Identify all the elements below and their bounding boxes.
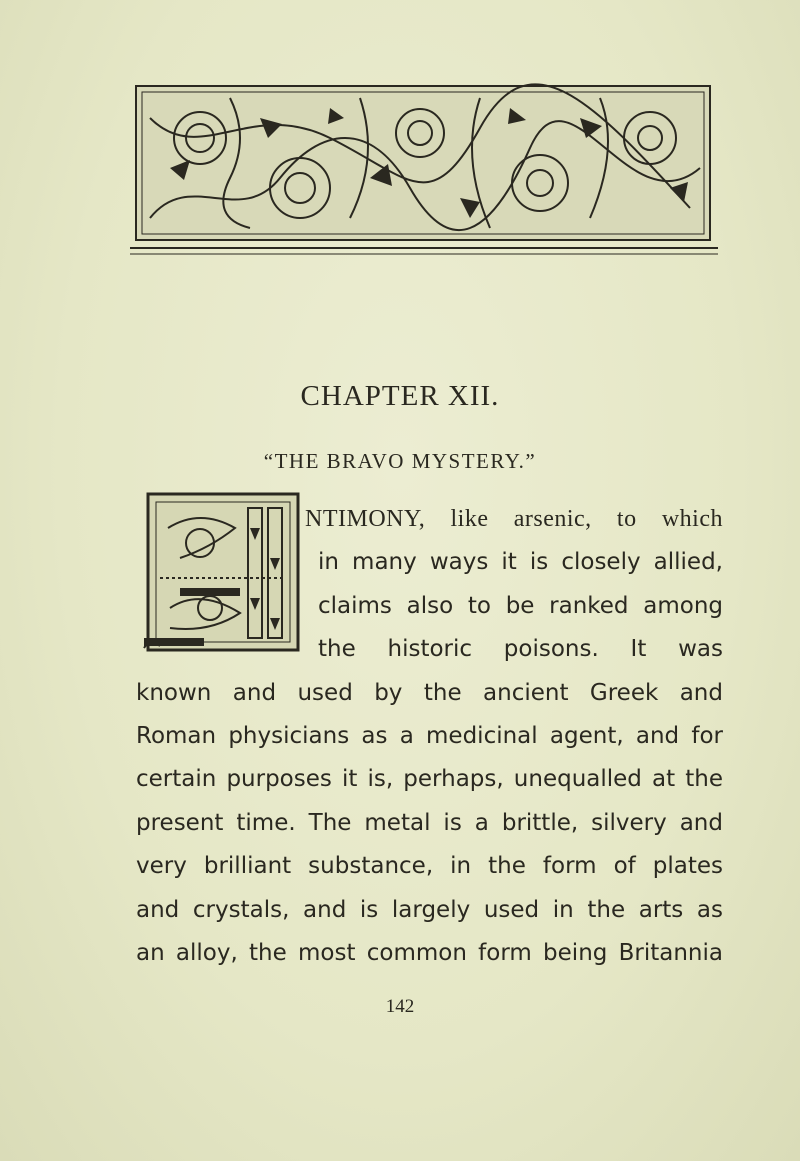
floral-headpiece-ornament: [130, 78, 718, 256]
text-line-1: NTIMONY, like arsenic, to which: [305, 506, 723, 532]
text-line-2: in many ways it is closely allied,: [318, 549, 723, 575]
text-line-9: very brilliant substance, in the form of plates: [136, 853, 723, 879]
chapter-title: CHAPTER XII.: [300, 380, 500, 412]
chapter-subtitle: “THE BRAVO MYSTERY.”: [263, 449, 537, 473]
page-number: 142: [385, 996, 415, 1017]
text-line-3: claims also to be ranked among: [318, 593, 723, 619]
decorative-initial-a-icon: [140, 488, 302, 658]
text-line-4: the historic poisons. It was: [318, 636, 723, 662]
text-line-11: an alloy, the most common form being Britannia: [136, 940, 723, 966]
text-line-10: and crystals, and is largely used in the arts as: [136, 897, 723, 923]
text-line-8: present time. The metal is a brittle, silvery and: [136, 810, 723, 836]
text-line-6: Roman physicians as a medicinal agent, and for: [136, 723, 723, 749]
text-line-7: certain purposes it is, perhaps, unequalled at the: [136, 766, 723, 792]
text-line-5: known and used by the ancient Greek and: [136, 680, 723, 706]
